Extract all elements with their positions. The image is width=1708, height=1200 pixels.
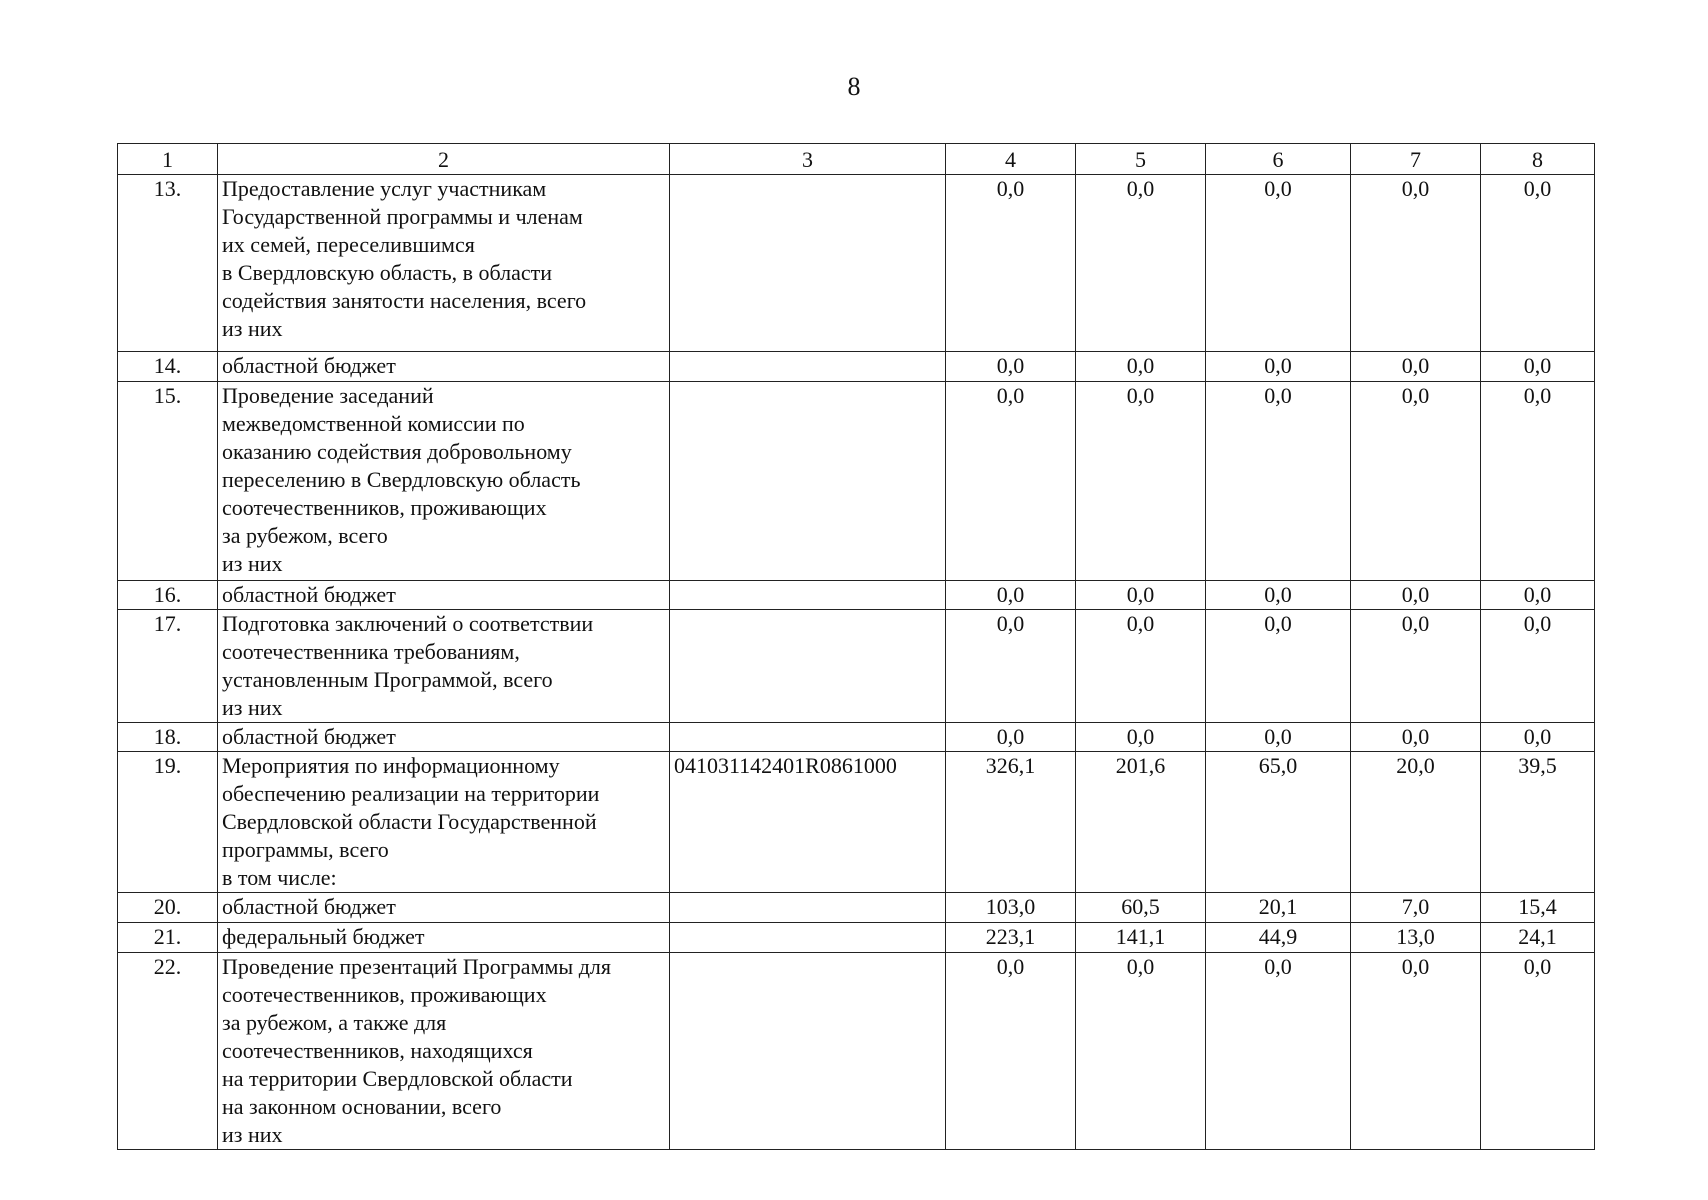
row-code [670,610,946,723]
header-row [118,144,1595,175]
row-code [670,893,946,923]
row-code [670,352,946,382]
row-value-col7: 7,0 [1351,893,1481,923]
table-row [118,581,1595,610]
row-value-col4: 0,0 [946,352,1076,382]
row-number: 16. [118,581,218,610]
row-value-col6: 44,9 [1206,923,1351,953]
row-value-col6: 0,0 [1206,723,1351,752]
row-value-col7: 13,0 [1351,923,1481,953]
row-value-col8: 0,0 [1481,175,1595,352]
row-value-col6: 0,0 [1206,382,1351,581]
page-number: 8 [847,72,861,101]
row-value-col4: 0,0 [946,175,1076,352]
row-value-col5: 201,6 [1076,752,1206,893]
row-value-col4: 0,0 [946,610,1076,723]
row-value-col7: 0,0 [1351,382,1481,581]
row-number: 17. [118,610,218,723]
row-value-col7: 0,0 [1351,352,1481,382]
budget-table [117,143,1595,1150]
row-value-col6: 0,0 [1206,610,1351,723]
row-value-col8: 15,4 [1481,893,1595,923]
row-value-col6: 0,0 [1206,953,1351,1150]
row-value-col6: 0,0 [1206,175,1351,352]
row-code: 041031142401R0861000 [670,752,946,893]
table-row [118,610,1595,723]
row-value-col8: 24,1 [1481,923,1595,953]
row-value-col4: 0,0 [946,953,1076,1150]
row-value-col6: 0,0 [1206,352,1351,382]
row-value-col8: 0,0 [1481,382,1595,581]
row-description: областной бюджет [218,893,670,923]
table-row [118,893,1595,923]
row-description: областной бюджет [218,352,670,382]
row-value-col5: 0,0 [1076,352,1206,382]
row-value-col6: 20,1 [1206,893,1351,923]
row-value-col5: 0,0 [1076,382,1206,581]
row-description: областной бюджет [218,723,670,752]
row-code [670,175,946,352]
row-value-col6: 65,0 [1206,752,1351,893]
table-row [118,352,1595,382]
header-col-3: 3 [670,144,946,175]
row-description: Мероприятия по информационному обеспечению реализации на территории Свердловской области Государственной программы, всего в том числе: [218,752,670,893]
row-value-col5: 0,0 [1076,610,1206,723]
row-number: 20. [118,893,218,923]
row-value-col7: 20,0 [1351,752,1481,893]
row-code [670,953,946,1150]
row-value-col4: 223,1 [946,923,1076,953]
row-value-col4: 0,0 [946,382,1076,581]
header-col-8: 8 [1481,144,1595,175]
row-value-col7: 0,0 [1351,953,1481,1150]
header-col-5: 5 [1076,144,1206,175]
row-value-col8: 0,0 [1481,352,1595,382]
header-col-2: 2 [218,144,670,175]
row-number: 21. [118,923,218,953]
row-code [670,382,946,581]
row-value-col4: 103,0 [946,893,1076,923]
row-description: федеральный бюджет [218,923,670,953]
row-code [670,581,946,610]
row-value-col4: 0,0 [946,581,1076,610]
row-value-col5: 0,0 [1076,723,1206,752]
row-value-col8: 0,0 [1481,610,1595,723]
row-value-col7: 0,0 [1351,723,1481,752]
row-value-col8: 39,5 [1481,752,1595,893]
row-number: 14. [118,352,218,382]
row-number: 22. [118,953,218,1150]
row-value-col7: 0,0 [1351,175,1481,352]
row-description: областной бюджет [218,581,670,610]
row-value-col6: 0,0 [1206,581,1351,610]
table-row [118,175,1595,352]
row-value-col4: 326,1 [946,752,1076,893]
row-description: Проведение презентаций Программы для соотечественников, проживающих за рубежом, а также для соотечественников, находящихся на территории Свердловской области на законном основании, всего из них [218,953,670,1150]
row-value-col5: 0,0 [1076,581,1206,610]
row-value-col8: 0,0 [1481,723,1595,752]
header-col-1: 1 [118,144,218,175]
row-value-col5: 60,5 [1076,893,1206,923]
table-row [118,953,1595,1150]
header-col-6: 6 [1206,144,1351,175]
table-row [118,382,1595,581]
row-value-col5: 0,0 [1076,175,1206,352]
row-number: 19. [118,752,218,893]
row-description: Проведение заседаний межведомственной комиссии по оказанию содействия добровольному переселению в Свердловскую область соотечественников, проживающих за рубежом, всего из них [218,382,670,581]
row-value-col7: 0,0 [1351,581,1481,610]
table-row [118,923,1595,953]
row-value-col8: 0,0 [1481,581,1595,610]
row-value-col5: 141,1 [1076,923,1206,953]
table-row [118,723,1595,752]
row-code [670,723,946,752]
row-number: 15. [118,382,218,581]
row-value-col4: 0,0 [946,723,1076,752]
row-value-col7: 0,0 [1351,610,1481,723]
row-code [670,923,946,953]
header-col-4: 4 [946,144,1076,175]
table-row [118,752,1595,893]
row-value-col8: 0,0 [1481,953,1595,1150]
row-description: Подготовка заключений о соответствии соотечественника требованиям, установленным Программой, всего из них [218,610,670,723]
row-number: 13. [118,175,218,352]
row-description: Предоставление услуг участникам Государственной программы и членам их семей, переселившимся в Свердловскую область, в области содействия занятости населения, всего из них [218,175,670,352]
row-value-col5: 0,0 [1076,953,1206,1150]
header-col-7: 7 [1351,144,1481,175]
row-number: 18. [118,723,218,752]
